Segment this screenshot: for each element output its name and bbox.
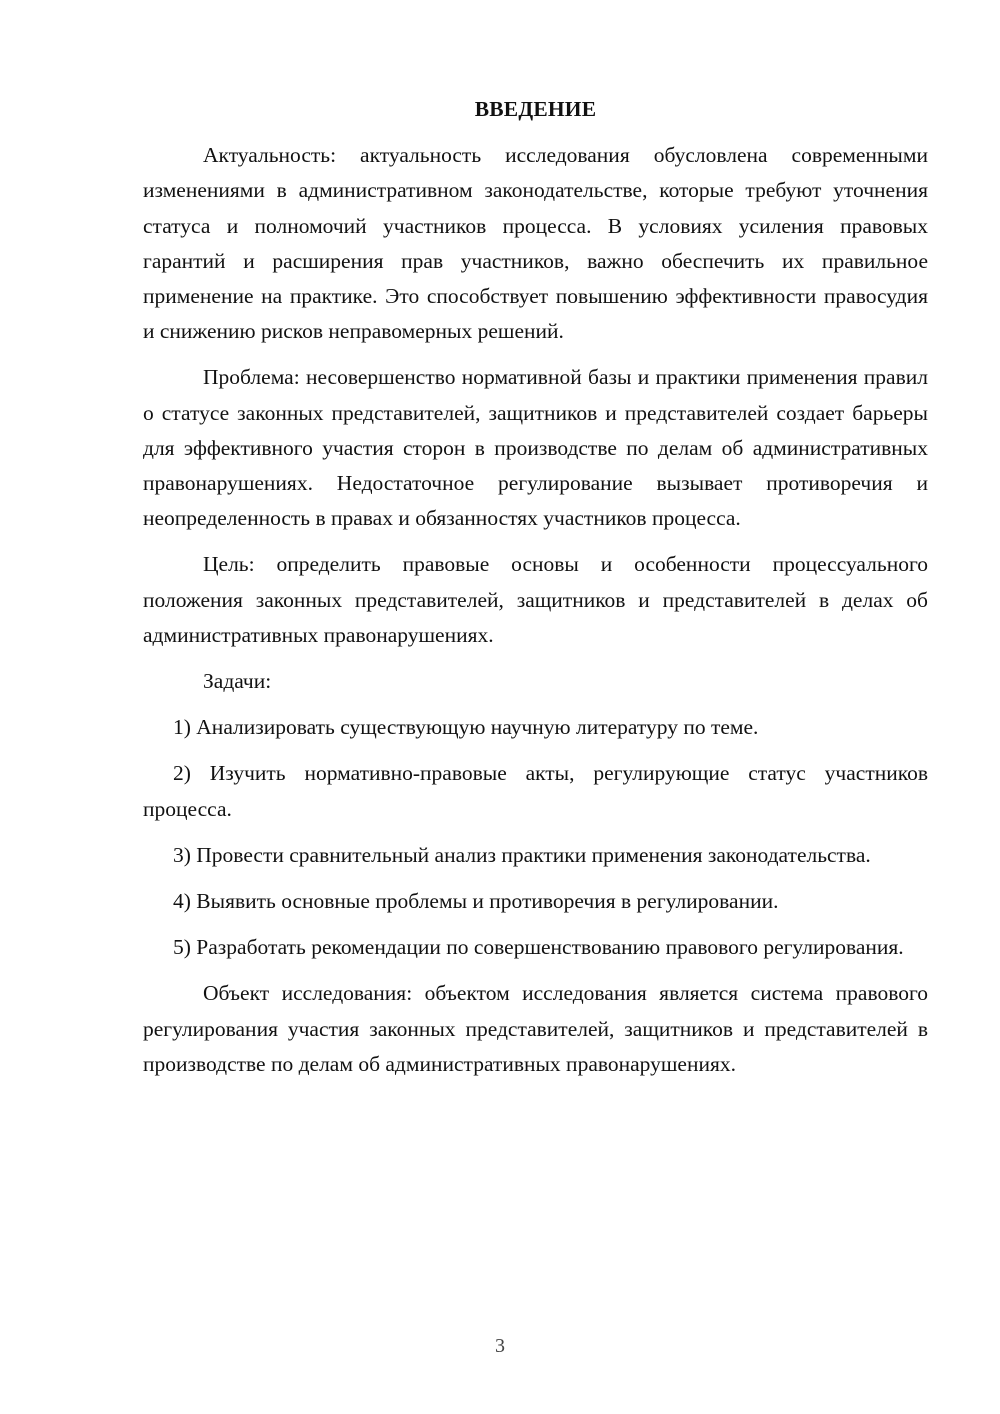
object-paragraph: Объект исследования: объектом исследования является система правового регулирования участия законных представителей, защитников и представителей в производстве по делам об административных правонарушениях.	[143, 981, 928, 1076]
page-content	[143, 92, 928, 1093]
problem-paragraph: Проблема: несовершенство нормативной базы и практики применения правил о статусе законных представителей, защитников и представителей создает барьеры для эффективного участия сторон в производстве по делам об административных правонарушениях. Недостаточное регулирование вызывает противоречия и неопределенность в правах и обязанностях участников процесса.	[143, 365, 928, 531]
task-item-3: 3) Провести сравнительный анализ практики применения законодательства.	[173, 842, 871, 867]
relevance-paragraph: Актуальность: актуальность исследования обусловлена современными изменениями в административном законодательстве, которые требуют уточнения статуса и полномочий участников процесса. В условиях усиления правовых гарантий и расширения прав участников, важно обеспечить их правильное применение на практике. Это способствует повышению эффективности правосудия и снижению рисков неправомерных решений.	[143, 143, 928, 344]
section-heading: ВВЕДЕНИЕ	[474, 97, 597, 121]
task-item-5: 5) Разработать рекомендации по совершенствованию правового регулирования.	[173, 935, 904, 960]
task-item-4: 4) Выявить основные проблемы и противоречия в регулировании.	[173, 889, 779, 914]
task-item-2: 2) Изучить нормативно-правовые акты, регулирующие статус участников процесса.	[143, 761, 928, 821]
tasks-label: Задачи:	[203, 669, 272, 694]
goal-paragraph: Цель: определить правовые основы и особенности процессуального положения законных представителей, защитников и представителей в делах об административных правонарушениях.	[143, 552, 928, 647]
task-item-1: 1) Анализировать существующую научную литературу по теме.	[173, 715, 759, 740]
page-number: 3	[495, 1335, 505, 1357]
